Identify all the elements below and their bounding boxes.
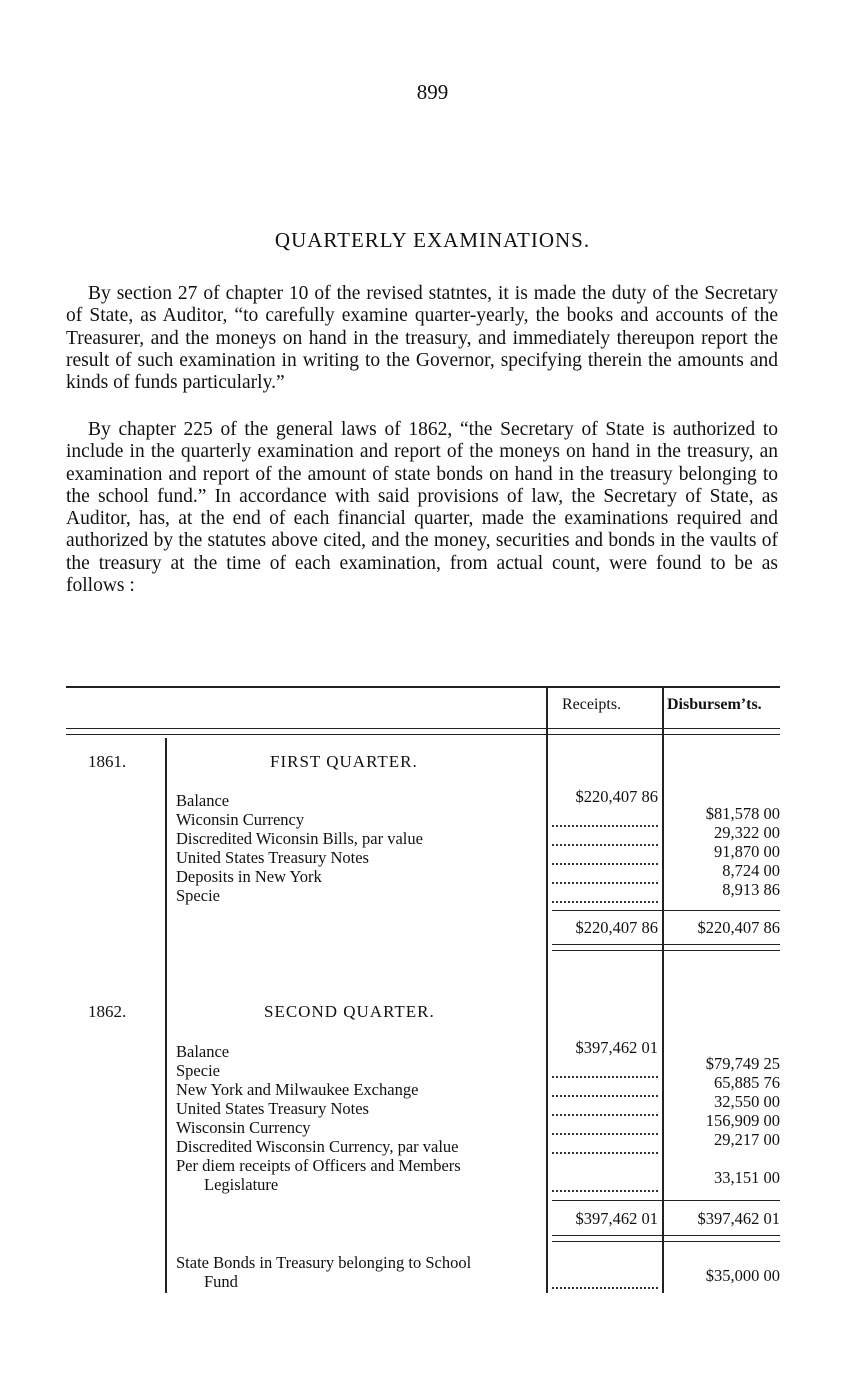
table-row-label: Discredited Wiconsin Bills, par value: [176, 829, 544, 848]
receipts-leader: [552, 1133, 658, 1135]
table-top-rule: [66, 686, 780, 688]
table-row-label: Discredited Wisconsin Currency, par value: [176, 1137, 544, 1156]
first-quarter-title: FIRST QUARTER.: [270, 752, 418, 771]
school-bonds-label-line-1: State Bonds in Treasury belonging to School: [176, 1253, 472, 1272]
table-row-label: Per diem receipts of Officers and Members: [176, 1156, 461, 1175]
receipts-column-rule: [546, 688, 548, 1293]
receipts-leader: [552, 1152, 658, 1154]
table-row-label: Balance: [176, 1042, 544, 1061]
second-quarter-title: SECOND QUARTER.: [264, 1002, 435, 1021]
first-quarter-total-top-rule: [552, 910, 780, 911]
receipts-leader: [552, 844, 658, 846]
table-row-label: United States Treasury Notes: [176, 848, 544, 867]
disbursement-value: 32,550 00: [714, 1092, 780, 1111]
receipts-leader: [552, 1190, 658, 1192]
first-quarter-total-receipts: $220,407 86: [575, 918, 658, 937]
second-quarter-total-receipts: $397,462 01: [575, 1209, 658, 1228]
first-quarter-total-bottom-rule-2: [552, 950, 780, 951]
receipts-leader: [552, 1287, 658, 1289]
disbursement-value: $79,749 25: [705, 1054, 780, 1073]
table-row-label: Wisconsin Currency: [176, 1118, 544, 1137]
second-quarter-total-disbursements: $397,462 01: [697, 1209, 780, 1228]
receipts-value: $220,407 86: [575, 787, 658, 806]
receipts-leader: [552, 1114, 658, 1116]
disbursement-value: 29,322 00: [714, 823, 780, 842]
paragraph-1: By section 27 of chapter 10 of the revised statntes, it is made the duty of the Secretary of State, as Auditor, “to carefully examine quarter-yearly, the books and accounts of the Treasurer, and the moneys on hand in the treasury, and immediately thereupon report the result of such examination in writing to the Governor, specifying therein the amounts and kinds of funds particularly.”: [66, 283, 778, 394]
header-bottom-rule: [66, 728, 780, 729]
table-row-label: Wiconsin Currency: [176, 810, 544, 829]
table-row-label: Specie: [176, 886, 544, 905]
disbursements-header: Disbursem’ts.: [667, 696, 762, 713]
table-row-label: Deposits in New York: [176, 867, 544, 886]
disbursement-value: 29,217 00: [714, 1130, 780, 1149]
header-bottom-rule-2: [66, 734, 780, 735]
table-row-label: United States Treasury Notes: [176, 1099, 544, 1118]
second-quarter-year: 1862.: [88, 1002, 127, 1021]
receipts-leader: [552, 1076, 658, 1078]
table-row-label: New York and Milwaukee Exchange: [176, 1080, 544, 1099]
disbursement-value: 91,870 00: [714, 842, 780, 861]
receipts-header: Receipts.: [562, 696, 622, 713]
page-number: 899: [416, 80, 449, 104]
paragraph-2: By chapter 225 of the general laws of 1862, “the Secretary of State is authorized to include in the quarterly examination and report of the moneys on hand in the treasury, an examination and report of the amount of state bonds on hand in the treasury belonging to the school fund.” In accordance with said provisions of law, the Secretary of State, as Auditor, has, at the end of each financial quarter, made the examinations required and authorized by the statutes above cited, and the money, securities and bonds in the vaults of the treasury at the time of each examination, from actual count, were found to be as follows :: [66, 419, 778, 597]
first-quarter-total-bottom-rule: [552, 944, 780, 945]
first-quarter-total-disbursements: $220,407 86: [697, 918, 780, 937]
disbursement-value: 8,724 00: [722, 861, 780, 880]
second-quarter-total-bottom-rule-2: [552, 1241, 780, 1242]
receipts-leader: [552, 901, 658, 903]
receipts-value: $397,462 01: [575, 1038, 658, 1057]
second-quarter-total-bottom-rule: [552, 1235, 780, 1236]
disbursement-value: $81,578 00: [705, 804, 780, 823]
school-bonds-disbursement: $35,000 00: [705, 1266, 780, 1285]
disbursement-value: 8,913 86: [722, 880, 780, 899]
table-row-label: Specie: [176, 1061, 544, 1080]
receipts-leader: [552, 882, 658, 884]
receipts-leader: [552, 1095, 658, 1097]
table-row-label: Balance: [176, 791, 544, 810]
second-quarter-total-top-rule: [552, 1200, 780, 1201]
year-column-rule: [165, 738, 167, 1293]
disbursements-column-rule: [662, 688, 664, 1293]
page-title: QUARTERLY EXAMINATIONS.: [274, 228, 591, 252]
receipts-leader: [552, 863, 658, 865]
first-quarter-year: 1861.: [88, 752, 127, 771]
disbursement-value: 33,151 00: [714, 1168, 780, 1187]
table-row-label: Legislature: [204, 1175, 544, 1194]
disbursement-value: 65,885 76: [714, 1073, 780, 1092]
school-bonds-label-line-2: Fund: [204, 1272, 544, 1291]
receipts-leader: [552, 825, 658, 827]
disbursement-value: 156,909 00: [705, 1111, 780, 1130]
